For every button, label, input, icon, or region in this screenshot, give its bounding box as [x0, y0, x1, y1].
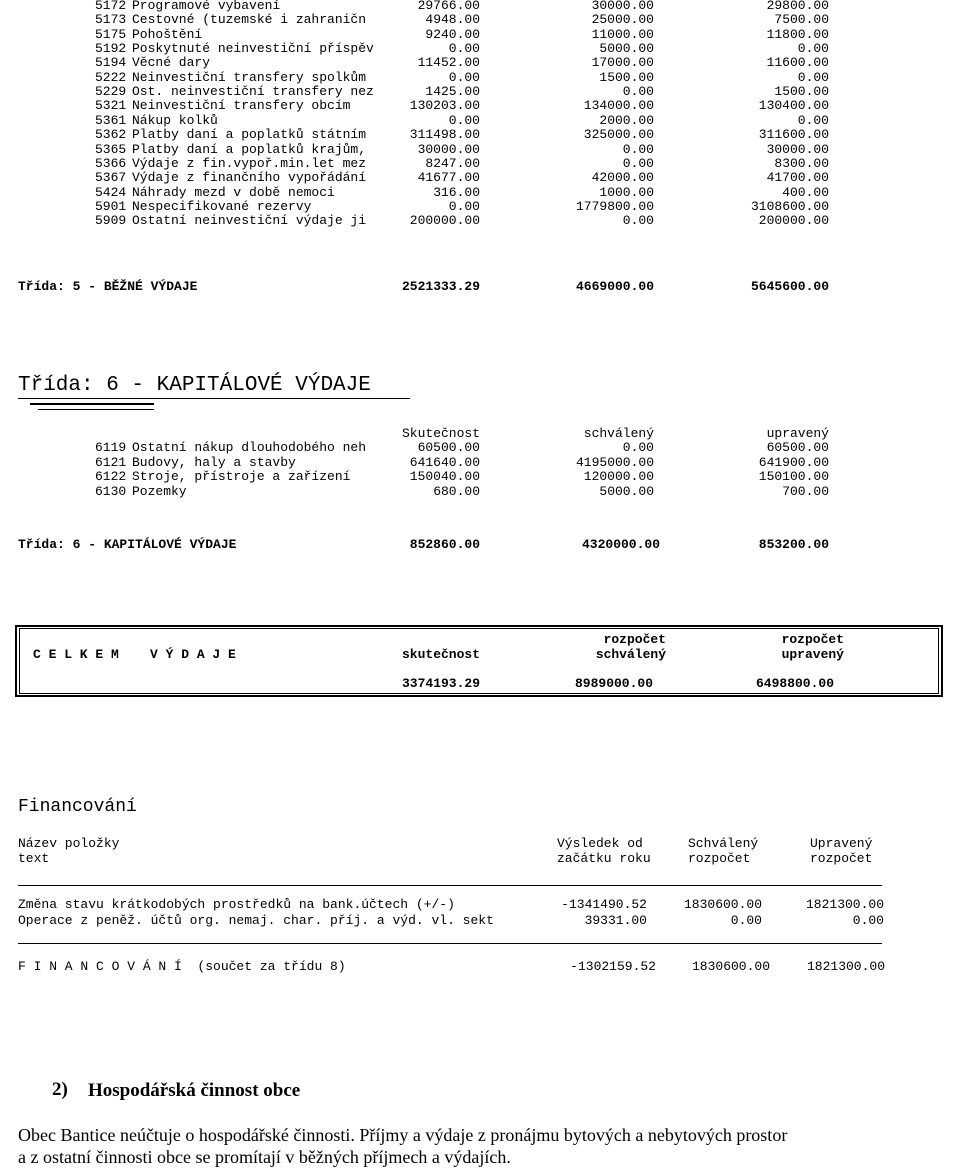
- row-approved: 120000.00: [583, 469, 654, 484]
- row-actual: 130203.00: [409, 98, 480, 114]
- table-row: [0, 485, 960, 499]
- row-name: Výdaje z fin.vypoř.min.let mez: [132, 155, 367, 171]
- row-code: 5365: [95, 141, 127, 157]
- table-row: [0, 456, 960, 470]
- row-name: Budovy, haly a stavby: [132, 454, 296, 470]
- row-code: 5424: [95, 184, 127, 200]
- summary-actual-header: skutečnost: [401, 647, 480, 662]
- financing-row-a: -1341490.52: [561, 897, 647, 912]
- row-actual: 1425.00: [425, 84, 480, 100]
- row-approved: 0.00: [622, 440, 654, 455]
- summary-actual: 3374193.29: [401, 676, 480, 691]
- summary-approved-header-1: rozpočet: [603, 632, 666, 647]
- row-adjusted: 3108600.00: [750, 198, 829, 214]
- financing-row-b: 1830600.00: [683, 897, 762, 912]
- row-actual: 316.00: [433, 184, 480, 200]
- financing-row-1: [0, 898, 960, 912]
- row-code: 5909: [95, 213, 127, 229]
- financing-header-b-2: rozpočet: [688, 851, 751, 866]
- class6-heading: Třída: 6 - KAPITÁLOVÉ VÝDAJE: [18, 374, 371, 397]
- class5-total-adjusted: 5645600.00: [750, 279, 829, 294]
- table-row: [0, 200, 960, 214]
- row-approved: 42000.00: [591, 170, 654, 186]
- row-code: 6119: [95, 440, 127, 455]
- financing-header-row-2: [0, 852, 960, 866]
- summary-adjusted-header-2: upravený: [781, 647, 844, 662]
- row-name: Ost. neinvestiční transfery nez: [132, 84, 374, 100]
- table-row: [0, 28, 960, 42]
- financing-row-2: [0, 914, 960, 928]
- row-actual: 0.00: [448, 112, 480, 128]
- header-actual: Skutečnost: [401, 426, 480, 441]
- row-name: Platby daní a poplatků státním: [132, 127, 367, 143]
- row-adjusted: 41700.00: [766, 170, 829, 186]
- row-name: Neinvestiční transfery spolkům: [132, 69, 367, 85]
- summary-approved: 8989000.00: [574, 676, 653, 691]
- row-actual: 11452.00: [417, 55, 480, 71]
- row-adjusted: 60500.00: [766, 440, 829, 455]
- row-code: 6130: [95, 483, 127, 499]
- row-code: 5361: [95, 112, 127, 128]
- financing-header-a-1: Výsledek od: [557, 836, 643, 851]
- class6-column-headers: [0, 427, 960, 441]
- class6-total-approved: 4320000.00: [581, 537, 660, 552]
- financing-row-c: 0.00: [852, 913, 884, 928]
- row-actual: 60500.00: [417, 440, 480, 455]
- row-actual: 641640.00: [409, 454, 480, 470]
- row-adjusted: 0.00: [797, 41, 829, 57]
- section2-heading: Hospodářská činnost obce: [88, 1080, 301, 1101]
- class5-total-row: [0, 280, 960, 294]
- table-row: [0, 42, 960, 56]
- row-actual: 41677.00: [417, 170, 480, 186]
- heading-underline: [18, 398, 410, 399]
- summary-header-row-2: [0, 648, 960, 662]
- row-code: 5222: [95, 69, 127, 85]
- table-row: [0, 99, 960, 113]
- row-actual: 29766.00: [417, 0, 480, 13]
- table-row: [0, 171, 960, 185]
- row-code: 5362: [95, 127, 127, 143]
- row-actual: 0.00: [448, 69, 480, 85]
- row-adjusted: 7500.00: [774, 12, 829, 28]
- table-row: [0, 0, 960, 13]
- row-actual: 30000.00: [417, 141, 480, 157]
- row-code: 6121: [95, 454, 127, 470]
- summary-approved-header-2: schválený: [595, 647, 666, 662]
- financing-total-a: -1302159.52: [570, 959, 656, 974]
- section2-number: 2): [52, 1079, 68, 1100]
- row-approved: 2000.00: [599, 112, 654, 128]
- row-name: Nákup kolků: [132, 112, 218, 128]
- financing-header-b-1: Schválený: [688, 836, 759, 851]
- row-actual: 0.00: [448, 41, 480, 57]
- class6-total-actual: 852860.00: [409, 537, 480, 552]
- table-row: [0, 71, 960, 85]
- financing-row-name: Změna stavu krátkodobých prostředků na bank.účtech (+/-): [18, 897, 455, 912]
- row-approved: 5000.00: [599, 483, 654, 499]
- row-approved: 25000.00: [591, 12, 654, 28]
- table-row: [0, 214, 960, 228]
- financing-row-c: 1821300.00: [805, 897, 884, 912]
- row-name: Cestovné (tuzemské i zahraničn: [132, 12, 367, 28]
- row-name: Pohoštění: [132, 26, 203, 42]
- financing-row-b: 0.00: [730, 913, 762, 928]
- row-name: Ostatní neinvestiční výdaje ji: [132, 213, 367, 229]
- row-approved: 0.00: [622, 155, 654, 171]
- row-adjusted: 400.00: [782, 184, 829, 200]
- financing-header-name-1: Název položky: [18, 836, 120, 851]
- summary-label: C E L K E M V Ý D A J E: [33, 647, 236, 662]
- row-actual: 200000.00: [409, 213, 480, 229]
- header-adjusted: upravený: [766, 426, 829, 441]
- row-actual: 150040.00: [409, 469, 480, 484]
- row-name: Programové vybavení: [132, 0, 281, 13]
- table-row: [0, 85, 960, 99]
- heading-double-underline: [30, 403, 154, 405]
- table-row: [0, 56, 960, 70]
- financing-divider-2: [18, 943, 882, 944]
- table-row: [0, 13, 960, 27]
- table-row: [0, 441, 960, 455]
- row-adjusted: 311600.00: [758, 127, 829, 143]
- row-approved: 0.00: [622, 84, 654, 100]
- table-row: [0, 157, 960, 171]
- class6-total-label: Třída: 6 - KAPITÁLOVÉ VÝDAJE: [18, 537, 237, 552]
- row-name: Ostatní nákup dlouhodobého neh: [132, 440, 367, 455]
- row-code: 5172: [95, 0, 127, 13]
- row-adjusted: 200000.00: [758, 213, 829, 229]
- row-code: 5194: [95, 55, 127, 71]
- row-approved: 5000.00: [599, 41, 654, 57]
- row-adjusted: 30000.00: [766, 141, 829, 157]
- financing-total-b: 1830600.00: [691, 959, 770, 974]
- section2-paragraph-line-2: a z ostatní činnosti obce se promítají v běžných příjmech a výdajích.: [18, 1147, 511, 1167]
- row-actual: 680.00: [433, 483, 480, 499]
- row-actual: 0.00: [448, 198, 480, 214]
- row-adjusted: 130400.00: [758, 98, 829, 114]
- class5-total-label: Třída: 5 - BĚŽNÉ VÝDAJE: [18, 279, 198, 294]
- row-approved: 0.00: [622, 141, 654, 157]
- row-approved: 30000.00: [591, 0, 654, 13]
- row-name: Pozemky: [132, 483, 187, 499]
- row-approved: 11000.00: [591, 26, 654, 42]
- row-name: Neinvestiční transfery obcím: [132, 98, 351, 114]
- row-adjusted: 150100.00: [758, 469, 829, 484]
- summary-adjusted-header-1: rozpočet: [781, 632, 844, 647]
- financing-row-name: Operace z peněž. účtů org. nemaj. char. příj. a výd. vl. sekt: [18, 913, 494, 928]
- table-row: [0, 114, 960, 128]
- row-adjusted: 8300.00: [774, 155, 829, 171]
- class5-total-approved: 4669000.00: [575, 279, 654, 294]
- row-actual: 8247.00: [425, 155, 480, 171]
- row-code: 5175: [95, 26, 127, 42]
- row-name: Výdaje z finančního vypořádání: [132, 170, 367, 186]
- row-code: 5229: [95, 84, 127, 100]
- financing-header-row-1: [0, 837, 960, 851]
- row-code: 5192: [95, 41, 127, 57]
- row-name: Náhrady mezd v době nemoci: [132, 184, 335, 200]
- financing-divider: [18, 885, 882, 886]
- row-code: 5173: [95, 12, 127, 28]
- financing-row-a: 39331.00: [584, 913, 647, 928]
- row-adjusted: 29800.00: [766, 0, 829, 13]
- row-adjusted: 0.00: [797, 112, 829, 128]
- row-adjusted: 1500.00: [774, 84, 829, 100]
- class6-total-adjusted: 853200.00: [758, 537, 829, 552]
- row-approved: 0.00: [622, 213, 654, 229]
- row-approved: 17000.00: [591, 55, 654, 71]
- row-code: 6122: [95, 469, 127, 484]
- financing-header-c-2: rozpočet: [810, 851, 873, 866]
- row-actual: 311498.00: [409, 127, 480, 143]
- row-code: 5321: [95, 98, 127, 114]
- row-name: Stroje, přístroje a zařízení: [132, 469, 351, 484]
- row-adjusted: 11800.00: [766, 26, 829, 42]
- row-approved: 4195000.00: [575, 454, 654, 470]
- row-approved: 1779800.00: [575, 198, 654, 214]
- class6-total-row: [0, 538, 960, 552]
- header-approved: schválený: [583, 426, 654, 441]
- financing-total-row: [0, 960, 960, 974]
- row-approved: 1000.00: [599, 184, 654, 200]
- row-name: Platby daní a poplatků krajům,: [132, 141, 367, 157]
- row-actual: 4948.00: [425, 12, 480, 28]
- financing-header-c-1: Upravený: [810, 836, 873, 851]
- section2-paragraph-line-1: Obec Bantice neúčtuje o hospodářské činnosti. Příjmy a výdaje z pronájmu bytových a nebytových prostor: [18, 1125, 788, 1145]
- summary-values-row: [0, 677, 960, 691]
- row-adjusted: 641900.00: [758, 454, 829, 470]
- row-adjusted: 11600.00: [766, 55, 829, 71]
- table-row: [0, 143, 960, 157]
- row-approved: 325000.00: [583, 127, 654, 143]
- heading-double-underline-2: [38, 409, 154, 410]
- row-code: 5367: [95, 170, 127, 186]
- financing-total-name: F I N A N C O V Á N Í (součet za třídu 8): [18, 959, 346, 974]
- row-code: 5366: [95, 155, 127, 171]
- row-code: 5901: [95, 198, 127, 214]
- financing-header-name-2: text: [18, 851, 50, 866]
- table-row: [0, 470, 960, 484]
- row-actual: 9240.00: [425, 26, 480, 42]
- class5-total-actual: 2521333.29: [401, 279, 480, 294]
- row-adjusted: 700.00: [782, 483, 829, 499]
- row-name: Věcné dary: [132, 55, 211, 71]
- row-approved: 1500.00: [599, 69, 654, 85]
- financing-title: Financování: [18, 797, 137, 817]
- row-name: Nespecifikované rezervy: [132, 198, 312, 214]
- row-approved: 134000.00: [583, 98, 654, 114]
- table-row: [0, 128, 960, 142]
- table-row: [0, 186, 960, 200]
- row-name: Poskytnuté neinvestiční příspěv: [132, 41, 374, 57]
- row-adjusted: 0.00: [797, 69, 829, 85]
- summary-adjusted: 6498800.00: [755, 676, 834, 691]
- summary-header-row-1: [0, 633, 960, 647]
- financing-total-c: 1821300.00: [806, 959, 885, 974]
- financing-header-a-2: začátku roku: [557, 851, 651, 866]
